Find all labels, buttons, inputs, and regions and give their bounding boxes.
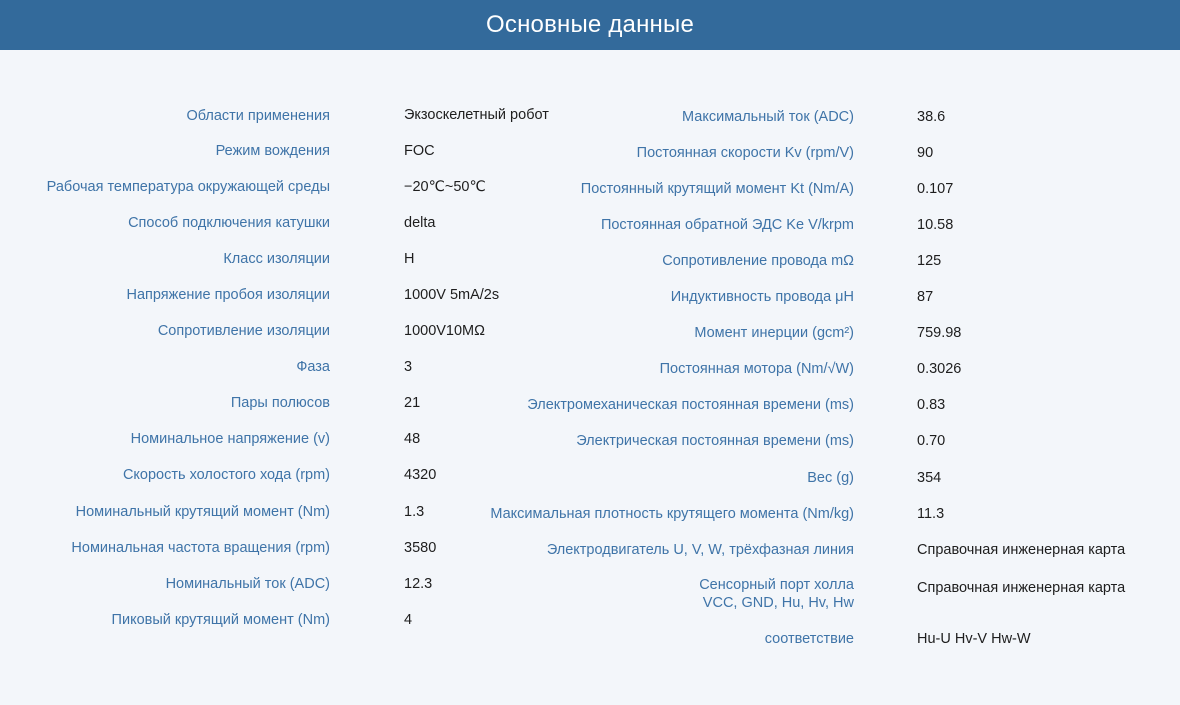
spec-row xyxy=(0,576,1180,611)
spec-label: Сопротивление изоляции xyxy=(157,323,330,339)
spec-value: Экзоскелетный робот xyxy=(404,107,549,123)
spec-label: Максимальная плотность крутящего момента (Nm/kg) xyxy=(490,506,854,522)
spec-row xyxy=(0,288,1180,308)
spec-label: Постоянный крутящий момент Kt (Nm/A) xyxy=(580,181,854,197)
spec-label: Номинальный крутящий момент (Nm) xyxy=(75,504,330,520)
spec-value: Справочная инженерная карта xyxy=(917,542,1126,558)
spec-value: delta xyxy=(404,215,436,231)
spec-label: Постоянная мотора (Nm/√W) xyxy=(659,361,854,377)
spec-row xyxy=(0,630,1180,650)
spec-label: Электромеханическая постоянная времени (ms) xyxy=(527,397,854,413)
spec-label: Момент инерции (gcm²) xyxy=(694,325,854,341)
spec-value: 3580 xyxy=(404,540,437,556)
spec-label: Режим вождения xyxy=(215,143,330,159)
spec-label-line2: VCC, GND, Hu, Hv, Hw xyxy=(702,595,854,611)
spec-value: 12.3 xyxy=(404,576,433,592)
spec-label: Электрическая постоянная времени (ms) xyxy=(576,433,854,449)
spec-row xyxy=(0,505,1180,525)
spec-row xyxy=(0,469,1180,489)
spec-label: Вес (g) xyxy=(807,470,854,486)
spec-value: Справочная инженерная карта xyxy=(917,580,1126,596)
spec-value: 87 xyxy=(917,289,934,305)
spec-row xyxy=(0,252,1180,272)
spec-value: 11.3 xyxy=(917,506,945,522)
spec-label: Способ подключения катушки xyxy=(128,215,330,231)
spec-row xyxy=(0,432,1180,452)
spec-label: Области применения xyxy=(186,108,330,124)
spec-label: Максимальный ток (ADC) xyxy=(682,109,854,125)
spec-value: 1.3 xyxy=(404,504,425,520)
spec-value: 48 xyxy=(404,431,421,447)
spec-value: 125 xyxy=(917,253,942,269)
spec-row xyxy=(0,360,1180,380)
spec-label: Постоянная скорости Kv (rpm/V) xyxy=(636,145,854,161)
spec-label: Сопротивление провода mΩ xyxy=(662,253,854,269)
spec-value: 38.6 xyxy=(917,109,946,125)
spec-label: Класс изоляции xyxy=(223,251,330,267)
spec-value: H xyxy=(404,251,415,267)
spec-value: FOC xyxy=(404,143,435,159)
spec-value: 1000V10MΩ xyxy=(404,323,485,339)
spec-row xyxy=(0,180,1180,200)
spec-value: 3 xyxy=(404,359,413,375)
spec-value: 4 xyxy=(404,612,413,628)
spec-label: Сенсорный порт холла xyxy=(699,577,854,593)
spec-label: Электродвигатель U, V, W, трёхфазная линия xyxy=(546,542,854,558)
spec-row xyxy=(0,541,1180,561)
spec-value: 1000V 5mA/2s xyxy=(404,287,500,303)
spec-row xyxy=(0,396,1180,416)
spec-value: 0.83 xyxy=(917,397,946,413)
spec-label: Пары полюсов xyxy=(230,395,330,411)
spec-label: соответствие xyxy=(764,631,854,647)
spec-label: Напряжение пробоя изоляции xyxy=(126,287,330,303)
spec-value: 759.98 xyxy=(917,325,962,341)
spec-value: 10.58 xyxy=(917,217,954,233)
spec-label: Фаза xyxy=(296,359,330,375)
spec-row xyxy=(0,108,1180,128)
spec-value: 21 xyxy=(404,395,421,411)
spec-label: Номинальное напряжение (v) xyxy=(130,431,330,447)
page-title: Основные данные xyxy=(486,11,694,38)
spec-row xyxy=(0,324,1180,344)
spec-value: 0.107 xyxy=(917,181,954,197)
spec-value: 0.3026 xyxy=(917,361,962,377)
spec-row xyxy=(0,216,1180,236)
spec-value: 0.70 xyxy=(917,433,946,449)
spec-label: Номинальный ток (ADC) xyxy=(165,576,330,592)
spec-value: −20℃~50℃ xyxy=(404,179,486,195)
spec-label: Рабочая температура окружающей среды xyxy=(46,179,330,195)
spec-value: 354 xyxy=(917,470,942,486)
spec-value: 4320 xyxy=(404,467,437,483)
spec-row xyxy=(0,144,1180,164)
spec-label: Индуктивность провода μH xyxy=(670,289,854,305)
spec-value: 90 xyxy=(917,145,934,161)
spec-label: Постоянная обратной ЭДС Ke V/krpm xyxy=(600,217,854,233)
spec-label: Номинальная частота вращения (rpm) xyxy=(71,540,330,556)
spec-label: Скорость холостого хода (rpm) xyxy=(122,467,330,483)
spec-label: Пиковый крутящий момент (Nm) xyxy=(111,612,330,628)
spec-value: Hu-U Hv-V Hw-W xyxy=(917,631,1031,647)
